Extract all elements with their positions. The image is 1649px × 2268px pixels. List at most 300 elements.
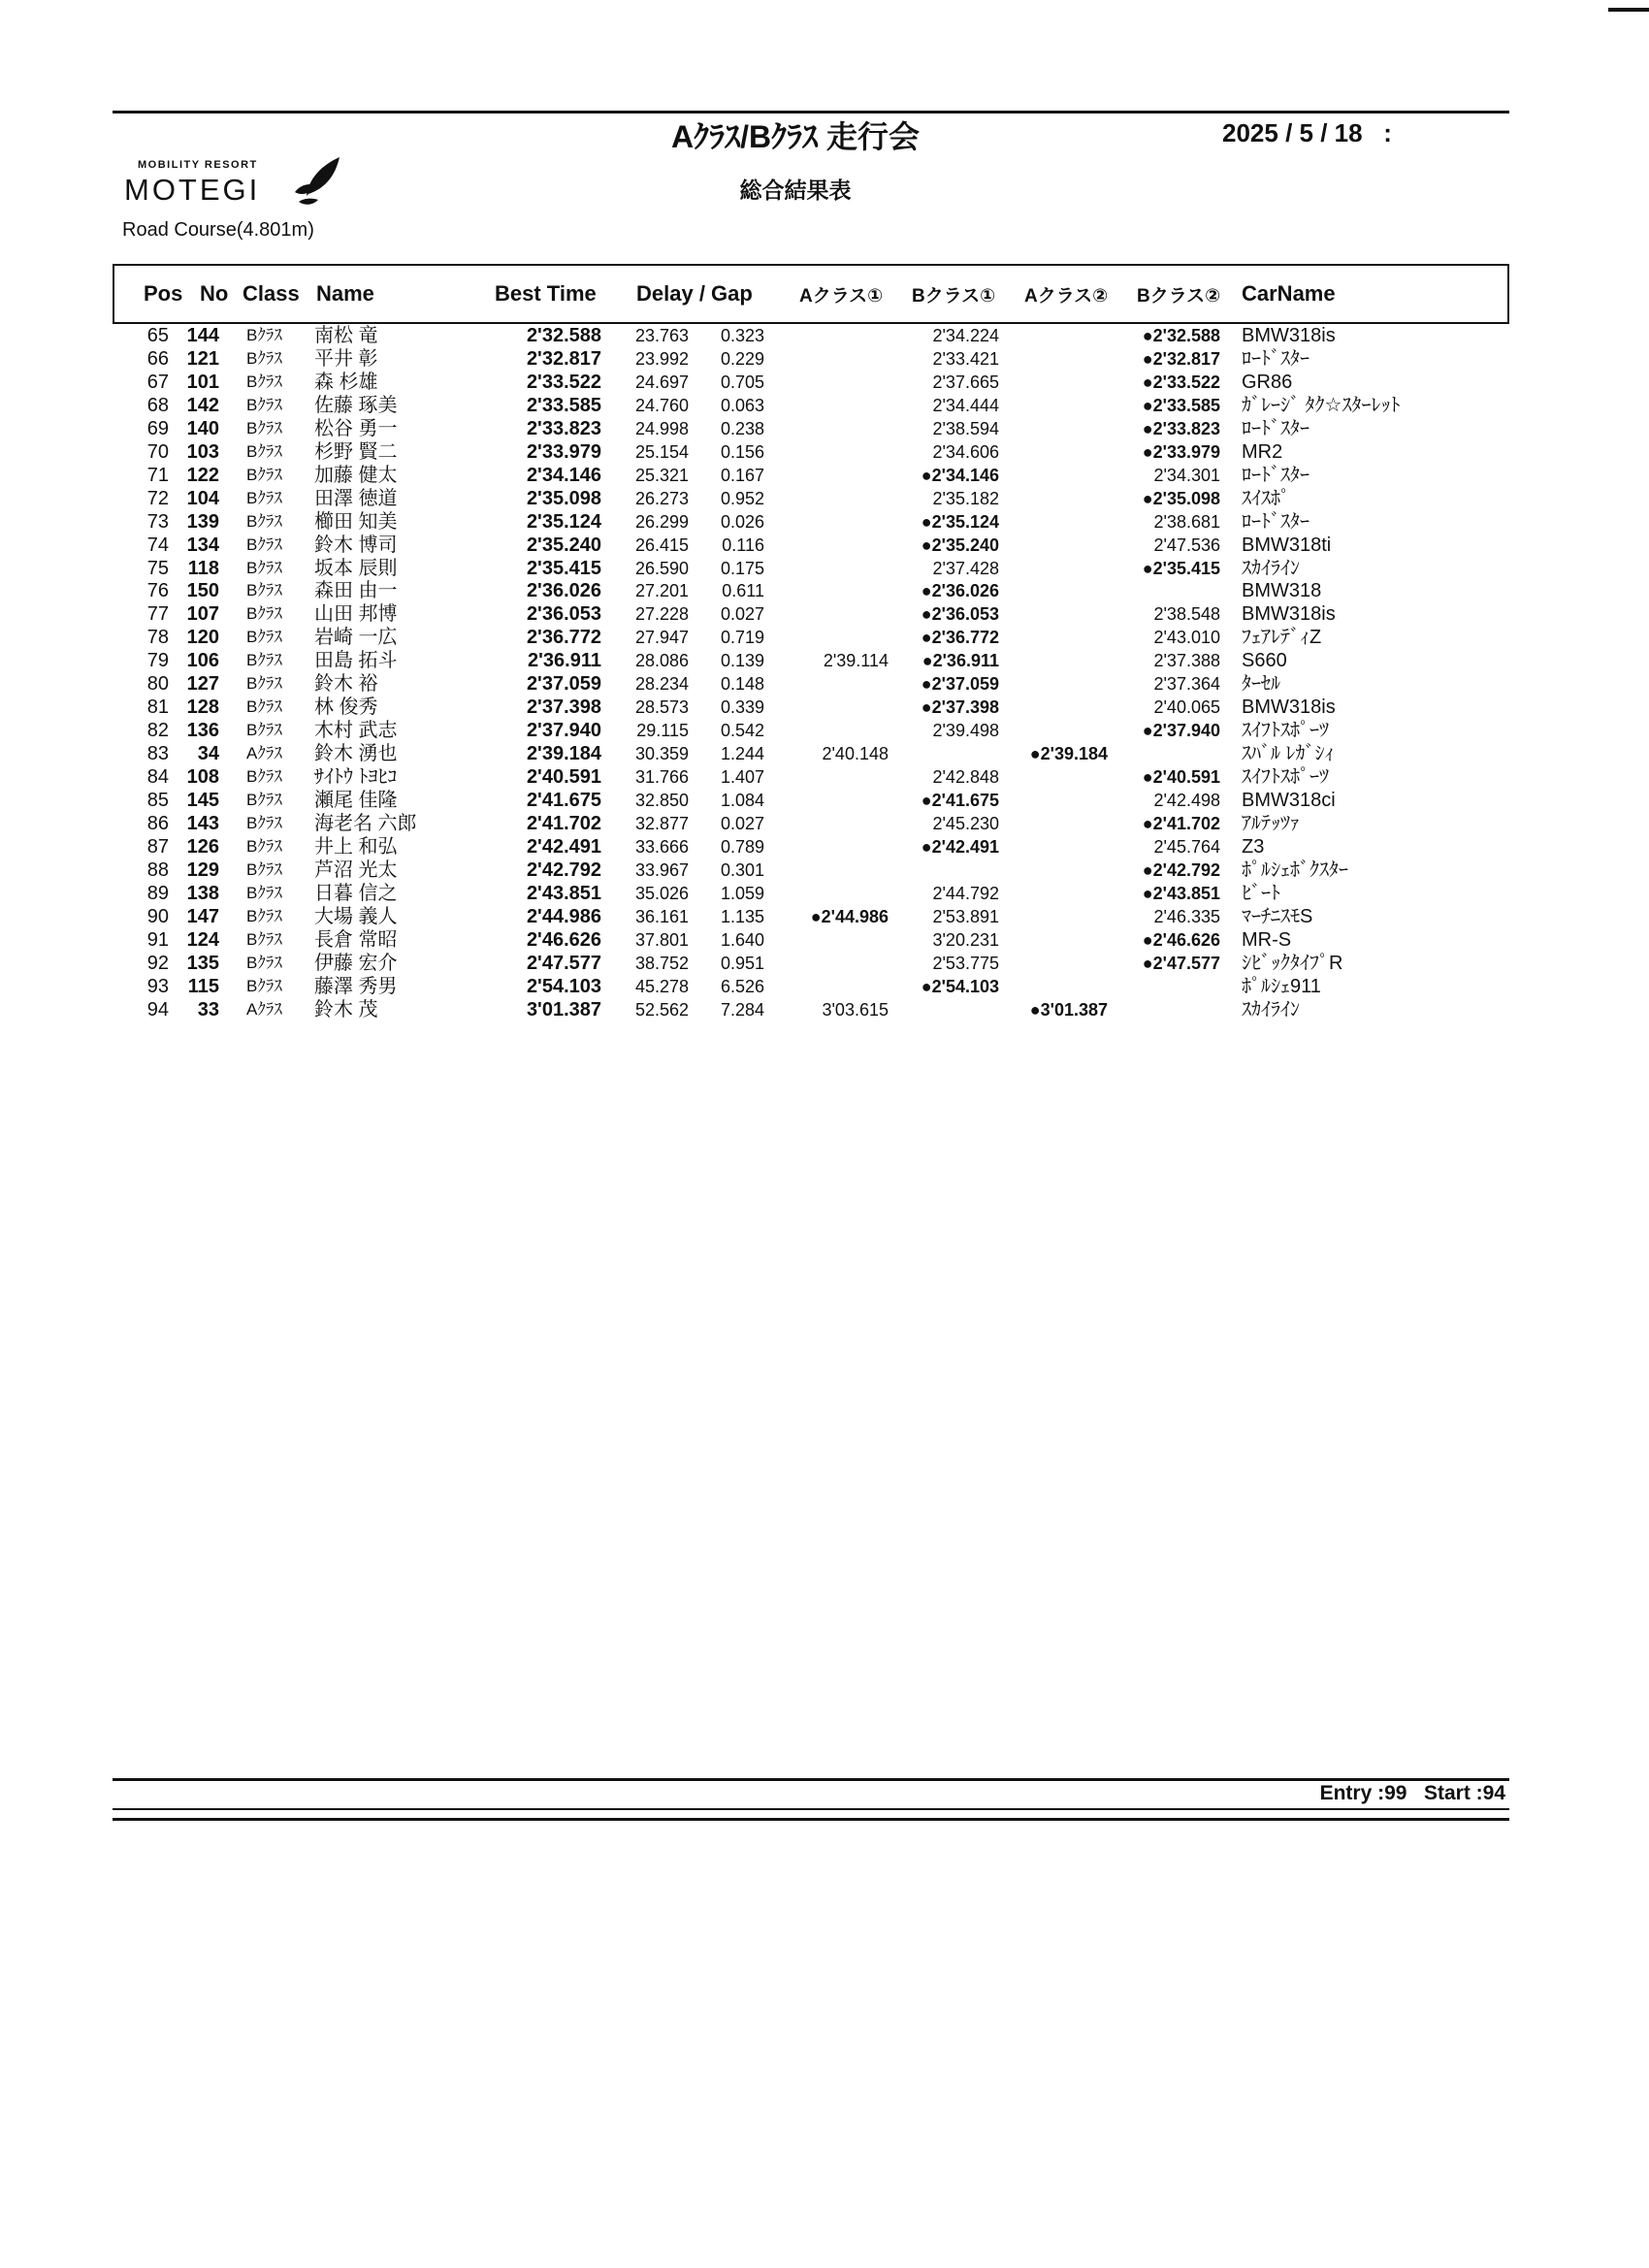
driver-name-cell: 藤澤 秀男 xyxy=(314,975,398,997)
b-class-1-cell: 2'53.891 xyxy=(932,906,999,926)
driver-name-cell: 芦沼 光太 xyxy=(314,859,398,881)
table-row xyxy=(0,719,1649,742)
car-number-cell: 150 xyxy=(186,580,219,602)
best-time-cell: 2'32.588 xyxy=(526,325,601,346)
table-row xyxy=(0,859,1649,882)
driver-name-cell: 鈴木 茂 xyxy=(314,998,378,1021)
b-class-2-cell: 2'37.364 xyxy=(1153,674,1220,695)
b-class-2-cell: ●2'32.588 xyxy=(1142,326,1220,345)
car-name-cell: ｼﾋﾞｯｸﾀｲﾌﾟR xyxy=(1242,952,1343,974)
car-name-cell: S660 xyxy=(1242,650,1287,672)
pos-cell: 69 xyxy=(146,417,169,439)
b-class-2-cell: ●2'40.591 xyxy=(1142,767,1220,788)
car-number-cell: 147 xyxy=(186,905,219,927)
class-cell: Bｸﾗｽ xyxy=(246,511,282,531)
class-cell: Bｸﾗｽ xyxy=(246,372,282,391)
delay-cell: 33.967 xyxy=(634,859,689,880)
a-class-2-cell: ●3'01.387 xyxy=(1029,999,1108,1020)
delay-cell: 28.573 xyxy=(634,697,689,718)
best-time-cell: 2'35.240 xyxy=(526,534,601,556)
b-class-1-cell: 2'37.665 xyxy=(932,372,999,392)
pos-cell: 66 xyxy=(146,347,169,370)
start-count: Start :94 xyxy=(1423,1782,1505,1804)
gap-cell: 7.284 xyxy=(720,999,764,1020)
class-cell: Bｸﾗｽ xyxy=(246,348,282,368)
gap-cell: 0.611 xyxy=(722,581,764,601)
best-time-cell: 2'32.817 xyxy=(526,347,601,370)
gap-cell: 0.027 xyxy=(720,813,764,833)
driver-name-cell: ｻｲﾄｳ ﾄﾖﾋｺ xyxy=(314,766,398,789)
b-class-1-cell: ●2'36.911 xyxy=(922,651,999,671)
car-name-cell: ﾀｰｾﾙ xyxy=(1242,673,1280,696)
b-class-1-cell: 2'34.444 xyxy=(932,395,999,415)
class-cell: Bｸﾗｽ xyxy=(246,628,282,647)
col-pos: Pos xyxy=(144,281,183,306)
driver-name-cell: 山田 邦博 xyxy=(314,603,398,626)
car-number-cell: 134 xyxy=(186,534,219,556)
table-row xyxy=(0,696,1649,719)
car-number-cell: 129 xyxy=(186,859,219,881)
gap-cell: 0.026 xyxy=(720,511,764,532)
car-number-cell: 122 xyxy=(186,464,219,486)
driver-name-cell: 森田 由一 xyxy=(314,580,398,602)
delay-cell: 28.234 xyxy=(634,674,689,695)
b-class-2-cell: 2'37.388 xyxy=(1153,651,1220,671)
car-name-cell: MR2 xyxy=(1242,440,1283,463)
car-number-cell: 107 xyxy=(186,603,219,626)
pos-cell: 68 xyxy=(146,394,169,416)
col-class: Class xyxy=(242,281,300,306)
driver-name-cell: 平井 彰 xyxy=(314,347,378,370)
class-cell: Bｸﾗｽ xyxy=(246,465,282,484)
gap-cell: 0.789 xyxy=(720,836,764,857)
b-class-2-cell: 2'34.301 xyxy=(1153,465,1220,485)
pos-cell: 75 xyxy=(146,557,169,579)
car-name-cell: ｽｲｽﾎﾟ xyxy=(1242,487,1290,509)
driver-name-cell: 坂本 辰則 xyxy=(314,557,398,579)
gap-cell: 0.301 xyxy=(720,859,764,880)
car-name-cell: ﾎﾟﾙｼｪ911 xyxy=(1242,975,1321,997)
class-cell: Bｸﾗｽ xyxy=(246,976,282,995)
pos-cell: 72 xyxy=(146,487,169,509)
b-class-2-cell: 2'43.010 xyxy=(1153,628,1220,648)
b-class-1-cell: 2'34.606 xyxy=(932,441,999,462)
pos-cell: 86 xyxy=(146,812,169,834)
driver-name-cell: 伊藤 宏介 xyxy=(314,952,398,974)
b-class-1-cell: 2'35.182 xyxy=(932,488,999,508)
gap-cell: 0.167 xyxy=(720,465,764,485)
table-row xyxy=(0,534,1649,557)
pos-cell: 74 xyxy=(146,534,169,556)
best-time-cell: 2'35.098 xyxy=(526,487,601,509)
b-class-1-cell: ●2'41.675 xyxy=(921,791,999,810)
delay-cell: 25.154 xyxy=(634,441,689,462)
class-cell: Bｸﾗｽ xyxy=(246,326,282,344)
pos-cell: 77 xyxy=(146,603,169,626)
b-class-2-cell: ●2'46.626 xyxy=(1142,929,1220,950)
pos-cell: 65 xyxy=(146,325,169,346)
delay-cell: 32.850 xyxy=(634,791,689,810)
b-class-2-cell: ●2'47.577 xyxy=(1142,953,1220,973)
pos-cell: 85 xyxy=(146,790,169,811)
b-class-2-cell: ●2'32.817 xyxy=(1142,348,1220,369)
b-class-2-cell: ●2'35.415 xyxy=(1142,558,1220,578)
car-number-cell: 136 xyxy=(186,720,219,742)
table-row xyxy=(0,812,1649,835)
best-time-cell: 2'36.911 xyxy=(528,650,601,672)
pos-cell: 78 xyxy=(146,627,169,649)
best-time-cell: 2'43.851 xyxy=(526,882,601,904)
table-row xyxy=(0,557,1649,580)
delay-cell: 23.992 xyxy=(634,348,689,369)
driver-name-cell: 田島 拓斗 xyxy=(314,650,398,672)
b-class-1-cell: ●2'36.053 xyxy=(921,604,999,625)
gap-cell: 1.135 xyxy=(720,906,764,926)
col-b-class-1: Bクラス① xyxy=(912,286,996,307)
table-row xyxy=(0,835,1649,859)
driver-name-cell: 鈴木 湧也 xyxy=(314,743,398,765)
class-cell: Bｸﾗｽ xyxy=(246,697,282,717)
a-class-1-cell: ●2'44.986 xyxy=(810,906,889,926)
class-cell: Bｸﾗｽ xyxy=(246,929,282,949)
class-cell: Bｸﾗｽ xyxy=(246,906,282,925)
best-time-cell: 3'01.387 xyxy=(526,998,601,1021)
pos-cell: 91 xyxy=(146,928,169,951)
delay-cell: 30.359 xyxy=(634,744,689,764)
pos-cell: 67 xyxy=(146,371,169,393)
best-time-cell: 2'33.979 xyxy=(526,440,601,463)
col-name: Name xyxy=(316,281,374,306)
car-name-cell: BMW318is xyxy=(1242,325,1336,346)
gap-cell: 0.238 xyxy=(720,418,764,438)
gap-cell: 0.339 xyxy=(720,697,764,718)
car-name-cell: ｱﾙﾃｯﾂｧ xyxy=(1242,812,1300,834)
best-time-cell: 2'42.792 xyxy=(526,859,601,881)
class-cell: Bｸﾗｽ xyxy=(246,604,282,624)
best-time-cell: 2'39.184 xyxy=(526,743,601,765)
table-row xyxy=(0,324,1649,347)
b-class-2-cell: ●2'37.940 xyxy=(1142,721,1220,741)
course-label: Road Course(4.801m) xyxy=(122,219,314,241)
pos-cell: 84 xyxy=(146,766,169,789)
b-class-2-cell: 2'38.681 xyxy=(1153,511,1220,532)
b-class-1-cell: ●2'36.026 xyxy=(921,581,999,601)
footer-rule-bottom xyxy=(113,1818,1509,1821)
table-row xyxy=(0,579,1649,602)
class-cell: Bｸﾗｽ xyxy=(246,488,282,507)
gap-cell: 0.063 xyxy=(720,395,764,415)
table-row xyxy=(0,649,1649,672)
car-name-cell: BMW318 xyxy=(1242,580,1322,602)
event-date: 2025 / 5 / 18 : xyxy=(1222,118,1392,147)
driver-name-cell: 南松 竜 xyxy=(314,325,378,346)
best-time-cell: 2'41.702 xyxy=(526,812,601,834)
table-row xyxy=(0,998,1649,1021)
driver-name-cell: 佐藤 琢美 xyxy=(314,394,398,416)
col-b-class-2: Bクラス② xyxy=(1137,286,1221,307)
car-number-cell: 144 xyxy=(186,325,219,346)
gap-cell: 6.526 xyxy=(720,976,764,996)
entry-start-counts xyxy=(1320,1782,1505,1805)
best-time-cell: 2'33.823 xyxy=(526,417,601,439)
driver-name-cell: 田澤 徳道 xyxy=(314,487,398,509)
car-number-cell: 124 xyxy=(186,928,219,951)
entry-count: Entry :99 xyxy=(1319,1782,1407,1804)
best-time-cell: 2'34.146 xyxy=(526,464,601,486)
best-time-cell: 2'47.577 xyxy=(526,952,601,974)
best-time-cell: 2'36.053 xyxy=(526,603,601,626)
table-row xyxy=(0,394,1649,417)
b-class-1-cell: 2'53.775 xyxy=(932,953,999,973)
class-cell: Bｸﾗｽ xyxy=(246,767,282,787)
pos-cell: 88 xyxy=(146,859,169,881)
car-name-cell: ｽﾊﾞﾙ ﾚｶﾞｼｨ xyxy=(1242,743,1335,765)
b-class-2-cell: ●2'35.098 xyxy=(1142,488,1220,508)
b-class-1-cell: ●2'35.240 xyxy=(921,535,999,555)
pos-cell: 82 xyxy=(146,720,169,742)
table-row xyxy=(0,905,1649,928)
car-number-cell: 120 xyxy=(186,627,219,649)
car-name-cell: ｽｶｲﾗｲﾝ xyxy=(1242,998,1300,1021)
car-name-cell: MR-S xyxy=(1242,928,1292,951)
table-row xyxy=(0,440,1649,464)
car-name-cell: BMW318ti xyxy=(1242,534,1332,556)
table-row xyxy=(0,464,1649,487)
car-number-cell: 126 xyxy=(186,835,219,858)
b-class-2-cell: ●2'43.851 xyxy=(1142,883,1220,903)
col-car-name: CarName xyxy=(1242,281,1336,306)
delay-cell: 45.278 xyxy=(634,976,689,996)
pos-cell: 94 xyxy=(146,998,169,1021)
best-time-cell: 2'36.772 xyxy=(526,627,601,649)
car-number-cell: 104 xyxy=(186,487,219,509)
class-cell: Bｸﾗｽ xyxy=(246,883,282,902)
col-a-class-1: Aクラス① xyxy=(799,286,884,307)
driver-name-cell: 海老名 六郎 xyxy=(314,812,417,834)
best-time-cell: 2'37.398 xyxy=(526,697,601,719)
class-cell: Aｸﾗｽ xyxy=(246,744,282,763)
scan-mark xyxy=(1608,8,1649,12)
delay-cell: 25.321 xyxy=(634,465,689,485)
table-row xyxy=(0,952,1649,975)
b-class-1-cell: 2'44.792 xyxy=(932,883,999,903)
b-class-1-cell: 2'37.428 xyxy=(932,558,999,578)
driver-name-cell: 加藤 健太 xyxy=(314,464,398,486)
class-cell: Bｸﾗｽ xyxy=(246,418,282,437)
car-number-cell: 118 xyxy=(187,557,219,579)
table-row xyxy=(0,347,1649,371)
gap-cell: 0.148 xyxy=(720,674,764,695)
table-row xyxy=(0,765,1649,789)
b-class-1-cell: ●2'36.772 xyxy=(921,628,999,648)
driver-name-cell: 岩崎 一広 xyxy=(314,627,398,649)
class-cell: Bｸﾗｽ xyxy=(246,674,282,694)
column-header-box xyxy=(113,264,1509,324)
delay-cell: 36.161 xyxy=(634,906,689,926)
car-number-cell: 135 xyxy=(186,952,219,974)
b-class-1-cell: ●2'54.103 xyxy=(921,976,999,996)
b-class-1-cell: 2'34.224 xyxy=(932,326,999,345)
delay-cell: 26.415 xyxy=(634,535,689,555)
class-cell: Bｸﾗｽ xyxy=(246,721,282,740)
car-name-cell: ﾏｰﾁﾆｽﾓS xyxy=(1242,905,1313,927)
table-row xyxy=(0,928,1649,952)
gap-cell: 0.229 xyxy=(720,348,764,369)
best-time-cell: 2'35.124 xyxy=(526,510,601,533)
pos-cell: 90 xyxy=(146,905,169,927)
best-time-cell: 2'36.026 xyxy=(526,580,601,602)
table-row xyxy=(0,742,1649,765)
b-class-1-cell: ●2'35.124 xyxy=(921,511,999,532)
car-number-cell: 145 xyxy=(186,790,219,811)
delay-cell: 29.115 xyxy=(636,721,689,741)
table-row xyxy=(0,602,1649,626)
driver-name-cell: 大場 義人 xyxy=(314,905,398,927)
class-cell: Bｸﾗｽ xyxy=(246,859,282,879)
driver-name-cell: 鈴木 博司 xyxy=(314,534,398,556)
table-row xyxy=(0,789,1649,812)
car-number-cell: 108 xyxy=(186,766,219,789)
delay-cell: 28.086 xyxy=(634,651,689,671)
col-a-class-2: Aクラス② xyxy=(1024,286,1109,307)
driver-name-cell: 井上 和弘 xyxy=(314,835,398,858)
delay-cell: 52.562 xyxy=(634,999,689,1020)
driver-name-cell: 森 杉雄 xyxy=(314,371,378,393)
car-number-cell: 139 xyxy=(186,510,219,533)
pos-cell: 79 xyxy=(146,650,169,672)
gap-cell: 1.059 xyxy=(720,883,764,903)
car-number-cell: 33 xyxy=(197,998,219,1021)
class-cell: Bｸﾗｽ xyxy=(246,651,282,670)
car-number-cell: 138 xyxy=(186,882,219,904)
car-number-cell: 106 xyxy=(186,650,219,672)
gap-cell: 0.951 xyxy=(720,953,764,973)
car-number-cell: 34 xyxy=(197,743,219,765)
gap-cell: 0.175 xyxy=(720,558,764,578)
best-time-cell: 2'40.591 xyxy=(526,766,601,789)
driver-name-cell: 長倉 常昭 xyxy=(314,928,398,951)
a-class-1-cell: 2'40.148 xyxy=(822,744,889,764)
b-class-2-cell: 2'45.764 xyxy=(1153,836,1220,857)
car-name-cell: ﾎﾟﾙｼｪﾎﾞｸｽﾀｰ xyxy=(1242,859,1348,881)
b-class-1-cell: 2'33.421 xyxy=(932,348,999,369)
pos-cell: 93 xyxy=(146,975,169,997)
b-class-1-cell: 2'42.848 xyxy=(932,767,999,788)
best-time-cell: 2'54.103 xyxy=(526,975,601,997)
delay-cell: 27.201 xyxy=(634,581,689,601)
car-number-cell: 140 xyxy=(186,417,219,439)
pos-cell: 80 xyxy=(146,673,169,696)
driver-name-cell: 木村 武志 xyxy=(314,720,398,742)
b-class-2-cell: ●2'33.585 xyxy=(1142,395,1220,415)
motegi-logo xyxy=(124,153,347,208)
car-name-cell: ﾛｰﾄﾞｽﾀｰ xyxy=(1242,347,1310,370)
delay-cell: 24.998 xyxy=(634,418,689,438)
delay-cell: 32.877 xyxy=(634,813,689,833)
car-name-cell: ｽｲﾌﾄｽﾎﾟｰﾂ xyxy=(1242,720,1329,742)
b-class-2-cell: 2'38.548 xyxy=(1153,604,1220,625)
car-number-cell: 121 xyxy=(186,347,219,370)
b-class-1-cell: ●2'42.491 xyxy=(921,836,999,857)
car-name-cell: ﾛｰﾄﾞｽﾀｰ xyxy=(1242,464,1310,486)
car-name-cell: ﾛｰﾄﾞｽﾀｰ xyxy=(1242,417,1310,439)
best-time-cell: 2'33.585 xyxy=(526,394,601,416)
a-class-1-cell: 3'03.615 xyxy=(822,999,889,1020)
pos-cell: 89 xyxy=(146,882,169,904)
gap-cell: 1.084 xyxy=(720,791,764,810)
driver-name-cell: 瀬尾 佳隆 xyxy=(314,790,398,811)
delay-cell: 24.760 xyxy=(634,395,689,415)
b-class-1-cell: 2'45.230 xyxy=(932,813,999,833)
car-number-cell: 128 xyxy=(186,697,219,719)
pos-cell: 87 xyxy=(146,835,169,858)
b-class-1-cell: ●2'37.059 xyxy=(921,674,999,695)
gap-cell: 0.542 xyxy=(720,721,764,741)
logo-main-text: MOTEGI xyxy=(124,173,261,207)
gap-cell: 0.116 xyxy=(722,535,764,555)
table-row xyxy=(0,626,1649,649)
car-name-cell: ｶﾞﾚｰｼﾞ ﾀｸ☆ｽﾀｰﾚｯﾄ xyxy=(1242,394,1401,416)
table-row xyxy=(0,417,1649,440)
class-cell: Bｸﾗｽ xyxy=(246,791,282,809)
car-number-cell: 103 xyxy=(186,440,219,463)
leaf-icon xyxy=(289,153,343,208)
page-subtitle: 総合結果表 xyxy=(739,178,852,203)
table-row xyxy=(0,510,1649,534)
gap-cell: 0.705 xyxy=(720,372,764,392)
best-time-cell: 2'33.522 xyxy=(526,371,601,393)
table-row xyxy=(0,487,1649,510)
best-time-cell: 2'35.415 xyxy=(526,557,601,579)
gap-cell: 1.244 xyxy=(720,744,764,764)
car-name-cell: BMW318ci xyxy=(1242,790,1336,811)
logo-small-text: MOBILITY RESORT xyxy=(138,159,258,171)
a-class-1-cell: 2'39.114 xyxy=(823,651,889,671)
footer-rule-top xyxy=(113,1778,1509,1781)
car-name-cell: ｽｲﾌﾄｽﾎﾟｰﾂ xyxy=(1242,766,1329,789)
class-cell: Bｸﾗｽ xyxy=(246,535,282,554)
class-cell: Bｸﾗｽ xyxy=(246,953,282,972)
car-name-cell: ﾛｰﾄﾞｽﾀｰ xyxy=(1242,510,1310,533)
b-class-2-cell: 2'40.065 xyxy=(1153,697,1220,718)
car-number-cell: 127 xyxy=(186,673,219,696)
class-cell: Bｸﾗｽ xyxy=(246,441,282,461)
delay-cell: 27.947 xyxy=(634,628,689,648)
pos-cell: 71 xyxy=(146,464,169,486)
delay-cell: 38.752 xyxy=(634,953,689,973)
a-class-2-cell: ●2'39.184 xyxy=(1029,744,1108,764)
driver-name-cell: 松谷 勇一 xyxy=(314,417,398,439)
delay-cell: 37.801 xyxy=(634,929,689,950)
driver-name-cell: 杉野 賢二 xyxy=(314,440,398,463)
best-time-cell: 2'42.491 xyxy=(526,835,601,858)
class-cell: Bｸﾗｽ xyxy=(246,813,282,832)
b-class-2-cell: ●2'33.979 xyxy=(1142,441,1220,462)
gap-cell: 0.719 xyxy=(720,628,764,648)
car-name-cell: ﾌｪｱﾚﾃﾞｨZ xyxy=(1242,627,1322,649)
pos-cell: 73 xyxy=(146,510,169,533)
pos-cell: 76 xyxy=(146,580,169,602)
class-cell: Bｸﾗｽ xyxy=(246,836,282,856)
table-row xyxy=(0,672,1649,696)
b-class-2-cell: 2'46.335 xyxy=(1153,906,1220,926)
b-class-1-cell: ●2'34.146 xyxy=(921,465,999,485)
b-class-2-cell: ●2'33.823 xyxy=(1142,418,1220,438)
gap-cell: 0.027 xyxy=(720,604,764,625)
best-time-cell: 2'37.059 xyxy=(526,673,601,696)
b-class-1-cell: 3'20.231 xyxy=(932,929,999,950)
gap-cell: 0.323 xyxy=(720,326,764,345)
